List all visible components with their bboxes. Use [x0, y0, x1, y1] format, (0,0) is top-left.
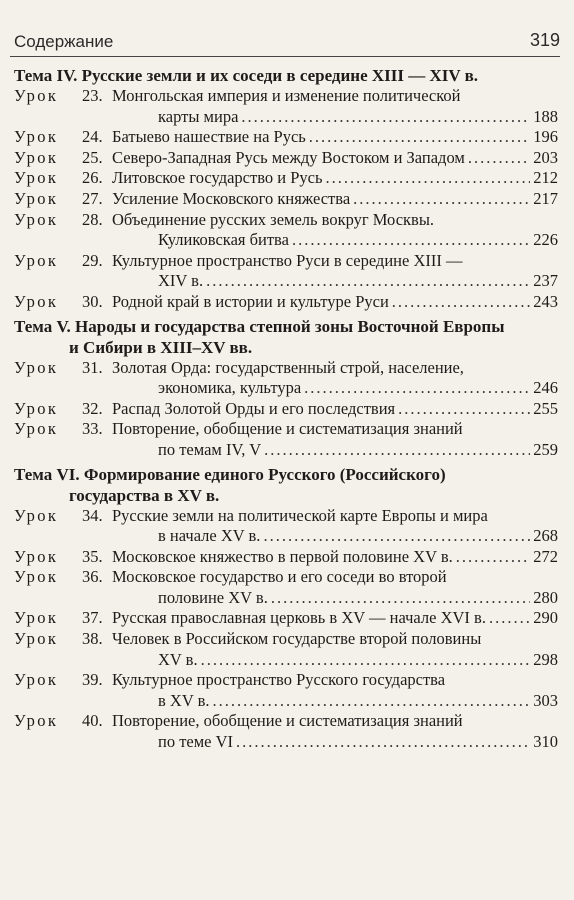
lesson-number: 28.	[82, 209, 103, 229]
dot-leader	[398, 399, 530, 420]
lesson-title-cont: по теме VI	[158, 732, 234, 752]
toc-entry	[14, 358, 558, 399]
lesson-title: Объединение русских земель вокруг Москвы.	[112, 209, 435, 229]
lesson-label: Урок	[14, 608, 59, 628]
toc-entry	[14, 210, 558, 251]
topic-heading	[14, 316, 558, 358]
lesson-title: Человек в Российском государстве второй половины	[112, 629, 482, 649]
lesson-title: Повторение, обобщение и систематизация знаний	[112, 711, 463, 731]
lesson-number: 36.	[82, 567, 103, 587]
topic-heading	[14, 65, 558, 86]
lesson-title-cont: карты мира	[158, 106, 239, 126]
dot-leader	[271, 588, 530, 609]
topic-line-cont: государства в XV в.	[69, 485, 220, 505]
page-header	[10, 30, 560, 57]
lesson-label: Урок	[14, 419, 59, 439]
dot-leader	[309, 127, 530, 148]
topic-line: Тема VI. Формирование единого Русского (Российского)	[14, 464, 446, 484]
lesson-page: 196	[533, 127, 558, 147]
lesson-title: Батыево нашествие на Русь	[112, 127, 306, 147]
topic-line: Тема IV. Русские земли и их соседи в середине XIII — XIV в.	[14, 66, 479, 85]
lesson-page: 268	[533, 526, 558, 546]
toc-entry	[14, 567, 558, 608]
lesson-title: Московское княжество в первой половине XV в.	[112, 546, 453, 566]
lesson-page: 188	[533, 106, 558, 126]
lesson-number: 26.	[82, 168, 103, 188]
lesson-title-cont: по темам IV, V	[158, 439, 262, 459]
lesson-label: Урок	[14, 127, 59, 147]
lesson-title: Культурное пространство Русского государства	[112, 670, 446, 690]
dot-leader	[206, 271, 530, 292]
section-title: Содержание	[14, 32, 114, 51]
toc-entry	[14, 670, 558, 711]
dot-leader	[468, 148, 530, 169]
dot-leader	[264, 440, 530, 461]
lesson-label: Урок	[14, 209, 59, 229]
toc-entry	[14, 189, 558, 210]
toc-entry	[14, 506, 558, 547]
lesson-title: Русская православная церковь в XV — начале XVI в.	[112, 608, 486, 628]
lesson-page: 298	[533, 649, 558, 669]
lesson-title-cont: Куликовская битва	[158, 230, 289, 250]
lesson-title: Усиление Московского княжества	[112, 188, 351, 208]
lesson-label: Урок	[14, 357, 59, 377]
lesson-page: 203	[533, 147, 558, 167]
toc-entry	[14, 292, 558, 313]
dot-leader	[304, 378, 530, 399]
page-number: 319	[529, 30, 560, 50]
toc-entry	[14, 419, 558, 460]
lesson-number: 40.	[82, 711, 103, 731]
lesson-label: Урок	[14, 567, 59, 587]
toc-entry	[14, 547, 558, 568]
lesson-page: 255	[533, 398, 558, 418]
toc-entry	[14, 629, 558, 670]
lesson-title: Русские земли на политической карте Европы и мира	[112, 505, 488, 525]
lesson-number: 34.	[82, 505, 103, 525]
lesson-title: Родной край в истории и культуре Руси	[112, 291, 389, 311]
lesson-title: Московское государство и его соседи во второй	[112, 567, 447, 587]
lesson-label: Урок	[14, 86, 59, 105]
lesson-page: 280	[533, 587, 558, 607]
lesson-label: Урок	[14, 711, 59, 731]
lesson-title: Монгольская империя и изменение политической	[112, 86, 461, 105]
dot-leader	[201, 650, 531, 671]
toc-entry	[14, 86, 558, 127]
toc-entry	[14, 127, 558, 148]
lesson-page: 259	[533, 439, 558, 459]
lesson-page: 226	[533, 230, 558, 250]
lesson-page: 303	[533, 690, 558, 710]
topic-heading	[14, 464, 558, 506]
dot-leader	[241, 107, 530, 128]
lesson-title: Распад Золотой Орды и его последствия	[112, 398, 396, 418]
lesson-title-cont: XIV в.	[158, 271, 204, 291]
lesson-label: Урок	[14, 291, 59, 311]
lesson-page: 217	[533, 188, 558, 208]
toc-entry	[14, 148, 558, 169]
lesson-number: 23.	[82, 86, 103, 105]
dot-leader	[456, 547, 531, 568]
lesson-title-cont: в начале XV в.	[158, 526, 261, 546]
topic-line: Тема V. Народы и государства степной зоны Восточной Европы	[14, 316, 505, 336]
topic-line-cont: и Сибири в XIII–XV вв.	[69, 337, 253, 357]
lesson-number: 24.	[82, 127, 103, 147]
dot-leader	[325, 168, 530, 189]
lesson-title: Литовское государство и Русь	[112, 168, 323, 188]
lesson-label: Урок	[14, 670, 59, 690]
toc-entry	[14, 711, 558, 752]
lesson-number: 29.	[82, 250, 103, 270]
dot-leader	[263, 526, 530, 547]
lesson-number: 25.	[82, 147, 103, 167]
lesson-page: 290	[533, 608, 558, 628]
lesson-title-cont: XV в.	[158, 649, 198, 669]
lesson-label: Урок	[14, 168, 59, 188]
toc-entry	[14, 168, 558, 189]
lesson-label: Урок	[14, 250, 59, 270]
lesson-label: Урок	[14, 398, 59, 418]
lesson-title-cont: экономика, культура	[158, 378, 302, 398]
lesson-page: 212	[533, 168, 558, 188]
lesson-number: 31.	[82, 357, 103, 377]
lesson-number: 27.	[82, 188, 103, 208]
lesson-number: 33.	[82, 419, 103, 439]
lesson-label: Урок	[14, 629, 59, 649]
dot-leader	[236, 732, 530, 753]
lesson-title-cont: в XV в.	[158, 690, 210, 710]
lesson-number: 35.	[82, 546, 103, 566]
lesson-page: 246	[533, 378, 558, 398]
lesson-title-cont: половине XV в.	[158, 587, 268, 607]
lesson-number: 38.	[82, 629, 103, 649]
toc-entry	[14, 251, 558, 292]
lesson-page: 310	[533, 732, 558, 752]
lesson-page: 243	[533, 291, 558, 311]
lesson-label: Урок	[14, 147, 59, 167]
lesson-number: 32.	[82, 398, 103, 418]
toc-entry	[14, 399, 558, 420]
dot-leader	[213, 691, 531, 712]
lesson-title: Золотая Орда: государственный строй, население,	[112, 357, 464, 377]
dot-leader	[489, 608, 530, 629]
lesson-title: Повторение, обобщение и систематизация знаний	[112, 419, 463, 439]
lesson-page: 237	[533, 271, 558, 291]
lesson-page: 272	[533, 546, 558, 566]
lesson-title: Культурное пространство Руси в середине XIII —	[112, 250, 463, 270]
dot-leader	[353, 189, 530, 210]
table-of-contents	[14, 62, 558, 753]
lesson-label: Урок	[14, 546, 59, 566]
lesson-number: 37.	[82, 608, 103, 628]
dot-leader	[292, 230, 530, 251]
toc-entry	[14, 608, 558, 629]
lesson-number: 30.	[82, 291, 103, 311]
lesson-label: Урок	[14, 188, 59, 208]
lesson-title: Северо-Западная Русь между Востоком и Западом	[112, 147, 465, 167]
lesson-label: Урок	[14, 505, 59, 525]
dot-leader	[392, 292, 530, 313]
lesson-number: 39.	[82, 670, 103, 690]
